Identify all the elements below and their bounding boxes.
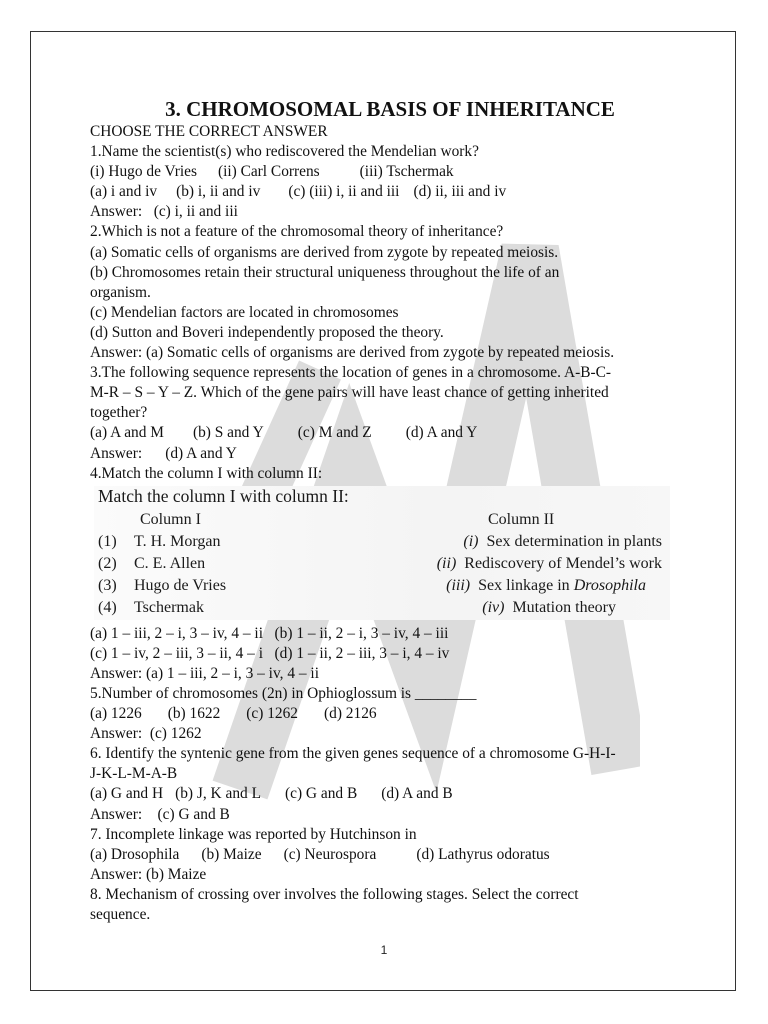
- question-3-line-2: M-R – S – Y – Z. Which of the gene pairs will have least chance of getting inherited: [90, 384, 609, 402]
- q2-option-a: (a) Somatic cells of organisms are derived from zygote by repeated meiosis.: [90, 243, 559, 261]
- q2-option-d: (d) Sutton and Boveri independently proposed the theory.: [90, 323, 444, 341]
- q7-options: (a) Drosophila (b) Maize (c) Neurospora (d) Lathyrus odoratus: [90, 845, 550, 863]
- q5-answer: Answer: (c) 1262: [90, 725, 202, 743]
- question-3-line-3: together?: [90, 404, 148, 422]
- question-8-line-1: 8. Mechanism of crossing over involves the following stages. Select the correct: [90, 885, 579, 903]
- q4-options-line-1: (a) 1 – iii, 2 – i, 3 – iv, 4 – ii (b) 1 – ii, 2 – i, 3 – iv, 4 – iii: [90, 624, 449, 642]
- match-table-heading: Match the column I with column II:: [98, 485, 349, 506]
- column-2-header: Column II: [488, 510, 555, 528]
- question-2: 2.Which is not a feature of the chromosomal theory of inheritance?: [90, 223, 504, 241]
- q2-option-b: (b) Chromosomes retain their structural uniqueness throughout the life of an: [90, 263, 560, 281]
- section-heading: CHOOSE THE CORRECT ANSWER: [90, 123, 328, 140]
- q6-options: (a) G and H (b) J, K and L (c) G and B (d) A and B: [90, 785, 453, 803]
- question-8-line-2: sequence.: [90, 906, 151, 923]
- q6-answer: Answer: (c) G and B: [90, 805, 230, 823]
- q3-options: (a) A and M (b) S and Y (c) M and Z (d) A and Y: [90, 424, 478, 442]
- question-7: 7. Incomplete linkage was reported by Hutchinson in: [90, 825, 417, 843]
- q2-option-b-cont: organism.: [90, 283, 151, 301]
- match-table-image: [94, 486, 670, 620]
- q2-answer: Answer: (a) Somatic cells of organisms are derived from zygote by repeated meiosis.: [90, 344, 615, 362]
- page-number: 1: [380, 943, 388, 957]
- page-title: 3. CHROMOSOMAL BASIS OF INHERITANCE: [165, 97, 615, 121]
- question-5: 5.Number of chromosomes (2n) in Ophioglossum is ________: [90, 684, 477, 702]
- match-row: (3) Hugo de Vries (iii) Sex linkage in Drosophila: [98, 576, 646, 594]
- match-row: (1) T. H. Morgan (i) Sex determination in plants: [98, 532, 662, 550]
- q1-answer: Answer: (c) i, ii and iii: [90, 203, 238, 221]
- q5-options: (a) 1226 (b) 1622 (c) 1262 (d) 2126: [90, 705, 377, 723]
- q1-items: (i) Hugo de Vries (ii) Carl Correns (iii) Tschermak: [90, 163, 454, 181]
- question-6-line-2: J-K-L-M-A-B: [90, 765, 178, 783]
- q4-options-line-2: (c) 1 – iv, 2 – iii, 3 – ii, 4 – i (d) 1 – ii, 2 – iii, 3 – i, 4 – iv: [90, 644, 450, 662]
- q4-answer: Answer: (a) 1 – iii, 2 – i, 3 – iv, 4 – ii: [90, 664, 319, 682]
- q3-answer: Answer: (d) A and Y: [90, 444, 237, 462]
- q2-option-c: (c) Mendelian factors are located in chromosomes: [90, 303, 399, 321]
- q7-answer: Answer: (b) Maize: [90, 865, 207, 883]
- question-3-line-1: 3.The following sequence represents the location of genes in a chromosome. A-B-C-: [90, 364, 611, 382]
- question-4: 4.Match the column I with column II:: [90, 464, 323, 482]
- match-row: (2) C. E. Allen (ii) Rediscovery of Mendel’s work: [98, 554, 662, 572]
- q1-options: (a) i and iv (b) i, ii and iv (c) (iii) i, ii and iii (d) ii, iii and iv: [90, 183, 507, 201]
- question-6-line-1: 6. Identify the syntenic gene from the given genes sequence of a chromosome G-H-I-: [90, 745, 616, 763]
- match-row: (4) Tschermak (iv) Mutation theory: [98, 598, 616, 616]
- document-body: [90, 96, 690, 925]
- column-1-header: Column I: [140, 510, 201, 528]
- question-1: 1.Name the scientist(s) who rediscovered the Mendelian work?: [90, 143, 479, 161]
